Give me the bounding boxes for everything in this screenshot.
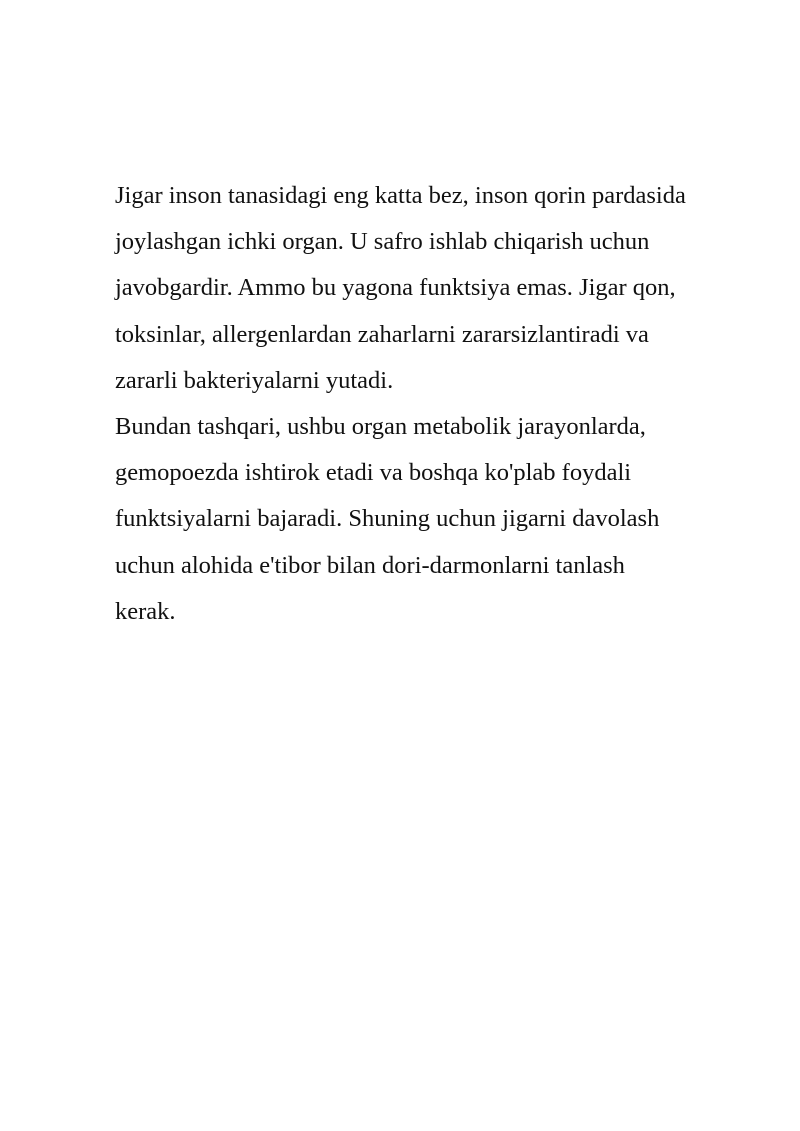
text-line: gemopoezda ishtirok etadi va boshqa ko'plab foydali	[115, 459, 632, 487]
text-line: zararli bakteriyalarni yutadi.	[115, 366, 394, 394]
text-line: toksinlar, allergenlardan zaharlarni zararsizlantiradi va	[115, 320, 649, 348]
text-line: funktsiyalarni bajaradi. Shuning uchun jigarni davolash	[115, 505, 660, 533]
text-line: Jigar inson tanasidagi eng katta bez, inson qorin pardasida	[115, 182, 686, 209]
text-line: uchun alohida e'tibor bilan dori-darmonlarni tanlash	[115, 551, 625, 579]
text-line: kerak.	[115, 597, 176, 625]
body-text	[115, 173, 755, 635]
text-line: joylashgan ichki organ. U safro ishlab chiqarish uchun	[115, 228, 650, 256]
text-line: javobgardir. Ammo bu yagona funktsiya emas. Jigar qon,	[115, 274, 676, 302]
text-line: Bundan tashqari, ushbu organ metabolik jarayonlarda,	[115, 413, 646, 441]
